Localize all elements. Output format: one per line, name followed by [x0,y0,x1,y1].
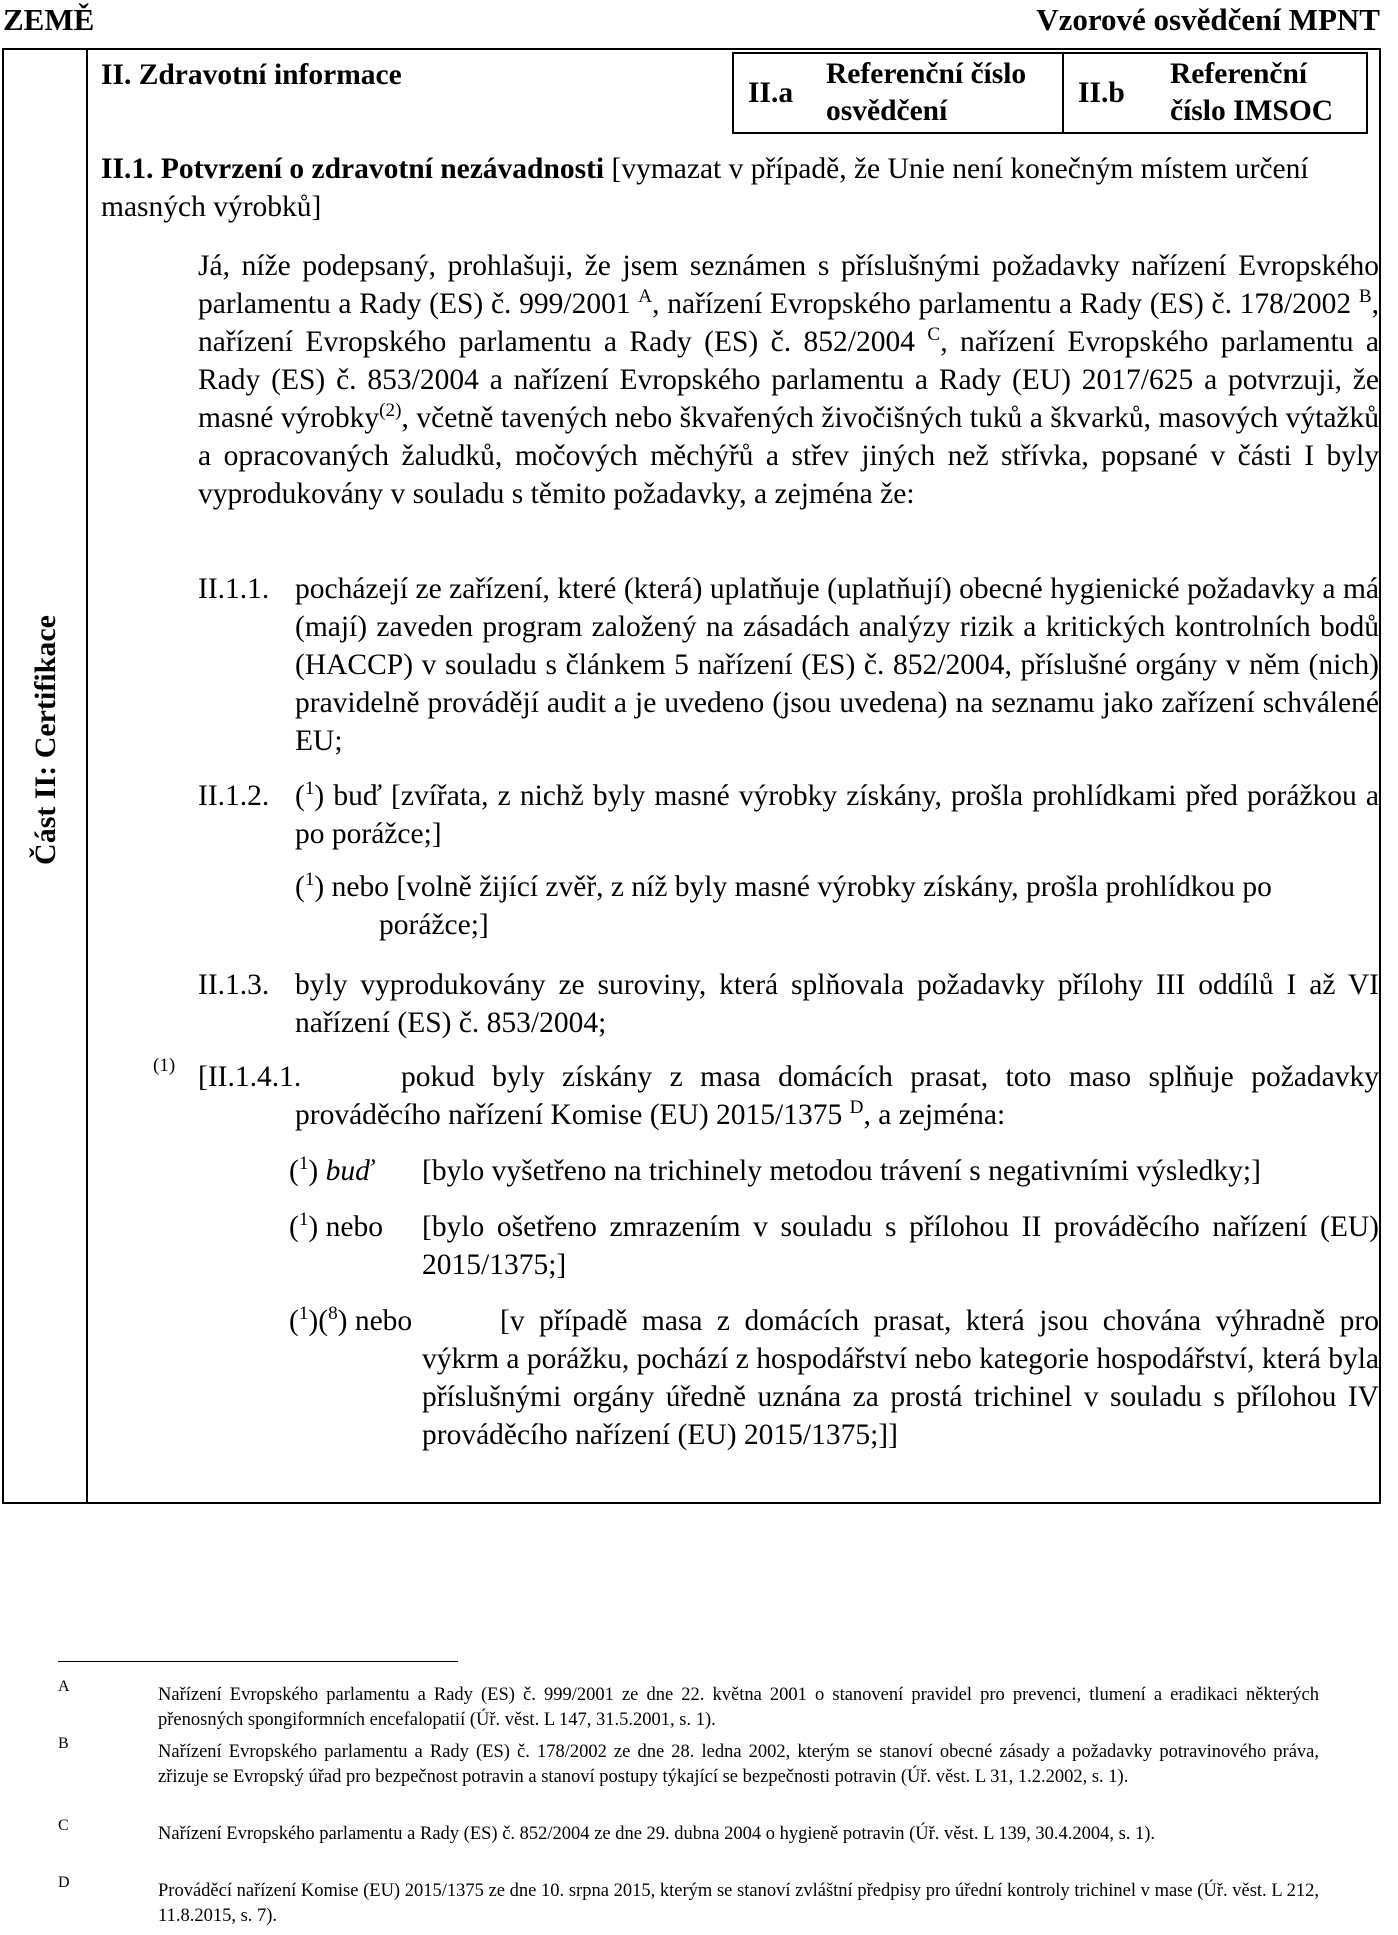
option-1-word: buď [325,1155,374,1187]
footnote-ref-2: (2) [379,400,402,422]
footnote-text-d: Prováděcí nařízení Komise (EU) 2015/1375 ze dne 10. srpna 2015, kterým se stanoví zvláštní předpisy pro úřední kontroly trichinel v mase (Úř. věst. L 212, 11.8.2015, s. 7). [158,1881,1319,1926]
certificate-model-title: Vzorové osvědčení MPNT [1036,2,1380,37]
clause-text-1-4-1-body: pokud byly získány z masa domácích prasat, toto maso splňuje požadavky prováděcího nařízení Komise (EU) 2015/1375 [295,1061,1379,1131]
clause-text-1-4-1-end: , a zejména: [863,1099,1006,1131]
option-marker: (1) [153,1055,176,1076]
clause-text-1-2: ($^1$) buď [zvířata, z nichž byly masné výrobky získány, prošla prohlídkami před porážkou a po porážce;] [295,778,1380,850]
footnote-ref-a: A [638,286,653,308]
clause-number-1-3: II.1.3. [198,969,270,1001]
footnote-ref-1: 1 [298,1303,309,1325]
declaration-text-2: , nařízení Evropského parlamentu a Rady (ES) č. 178/2002 [652,288,1359,320]
footnote-text-c: Nařízení Evropského parlamentu a Rady (ES) č. 852/2004 ze dne 29. dubna 2004 o hygieně potravin (Úř. věst. L 139, 30.4.2004, s. 1). [158,1824,1156,1844]
clause-text-1-2-body: buď [zvířata, z nichž byly masné výrobky získány, prošla prohlídkami před porážkou a po porážce;] [295,780,1380,850]
reference-box-b [1062,52,1368,134]
side-column [4,50,88,1502]
clause-text-1-4-1 [295,1058,1379,1134]
footnote-ref-c: C [927,324,941,346]
footnote-label-d: D [58,1874,70,1891]
clause-number-1-1: II.1.1. [198,573,270,605]
footnote-text-b: Nařízení Evropského parlamentu a Rady (ES) č. 178/2002 ze dne 28. ledna 2002, kterým se stanoví obecné zásady a požadavky potravinového práva, zřizuje se Evropský úřad pro bezpečnost potravin a stanoví postupy týkající se bezpečnosti potravin (Úř. věst. L 31, 1.2.2002, s. 1). [158,1742,1319,1787]
footnote-ref-1: 1 [304,869,315,891]
option-2-text: [bylo ošetřeno zmrazením v souladu s přílohou II prováděcího nařízení (EU) 2015/1375;] [422,1211,1379,1281]
side-label: Část II: Certifikace [29,615,62,865]
footnote-ref-1: 1 [298,1153,309,1175]
reference-box-a [732,52,1064,134]
option-1-label: ($^1$) buď [289,1153,374,1187]
clause-number-1-4-1: [II.1.4.1. [198,1061,302,1093]
footnote-text-a: Nařízení Evropského parlamentu a Rady (ES) č. 999/2001 ze dne 22. května 2001 o stanovení pravidel pro prevenci, tlumení a eradikaci některých přenosných spongiformních encefalopatií (Úř. věst. L 147, 31.5.2001, s. 1). [158,1685,1319,1730]
footnote-separator [58,1661,458,1662]
clause-text-1-1: pocházejí ze zařízení, které (která) uplatňuje (uplatňují) obecné hygienické požadavky a má (mají) zaveden program založený na zásadách analýzy rizik a kritických kontrolních bodů (HACCP) v souladu s článkem 5 nařízení (ES) č. 852/2004, příslušné orgány v něm (nich) pravidelně provádějí audit a je uvedeno (jsou uvedena) na seznamu jako zařízení schválené EU; [295,573,1379,757]
country-label: ZEMĚ [3,2,95,37]
clause-text-1-2-alt: ($^1$) nebo [volně žijící zvěř, z níž byly masné výrobky získány, prošla prohlídkou po porážce;] [295,869,1272,941]
clause-text-1-3: byly vyprodukovány ze suroviny, která splňovala požadavky přílohy III oddílů I až VI nařízení (ES) č. 853/2004; [295,969,1379,1039]
ii1-title-note: [vymazat v případě, že Unie není konečným místem určení masných výrobků] [101,153,1309,223]
footnote-label-c: C [58,1817,69,1834]
footnote-ref-1: 1 [304,778,315,800]
declaration-text-3: , nařízení Evropského parlamentu a Rady (ES) č. 852/2004 [198,288,1379,358]
declaration-text-4: , nařízení Evropského parlamentu a Rady (ES) č. 853/2004 a nařízení Evropského parlamentu a Rady (EU) 2017/625 a potvrzuji, že masné výrobky [198,326,1379,434]
clause-text-1-2-alt-body: nebo [volně žijící zvěř, z níž byly masné výrobky získány, prošla prohlídkou po porážce;] [331,871,1272,941]
section-title: II. Zdravotní informace [101,59,402,91]
option-2-word: nebo [325,1211,383,1243]
option-1-text: [bylo vyšetřeno na trichinely metodou trávení s negativními výsledky;] [422,1155,1261,1187]
footnote-label-a: A [58,1678,70,1695]
ii1-title: II.1. Potvrzení o zdravotní nezávadnosti [101,153,605,185]
clause-number-1-2: II.1.2. [198,780,270,812]
declaration-text-5: , včetně tavených nebo škvařených živočišných tuků a škvarků, masových výtažků a opracovaných žaludků, močových měchýřů a střev jiných než střívka, popsané v části I byly vyprodukovány v souladu s těmito požadavky, a zejména že: [198,402,1380,510]
declaration-text-1: Já, níže podepsaný, prohlašuji, že jsem seznámen s příslušnými požadavky nařízení Evropského parlamentu a Rady (ES) č. 999/2001 [198,250,1379,320]
option-3-label: ($^1$)($^8$) nebo [289,1303,413,1337]
declaration-paragraph [198,247,1379,513]
ref-b-code: II.b [1078,77,1125,109]
footnote-label-b: B [58,1735,69,1752]
ii1-heading [101,150,1379,226]
option-3-text: [v případě masa z domácích prasat, která jsou chována výhradně pro výkrm a porážku, pochází z hospodářství nebo kategorie hospodářství, která byla příslušnými orgány úředně uznána za prostá trichinel v souladu s přílohou IV prováděcího nařízení (EU) 2015/1375;]] [422,1305,1379,1451]
footnote-ref-b: B [1358,286,1372,308]
ref-a-label: Referenční číslo osvědčení [826,58,1027,127]
footnote-ref-8: 8 [328,1303,338,1325]
option-3-word: nebo [354,1305,413,1337]
ref-b-label: Referenční číslo IMSOC [1170,58,1334,127]
footnote-ref-d: D [849,1097,864,1119]
ref-a-code: II.a [748,77,794,109]
option-2-label: ($^1$) nebo [289,1209,383,1243]
footnote-ref-1: 1 [298,1209,309,1231]
